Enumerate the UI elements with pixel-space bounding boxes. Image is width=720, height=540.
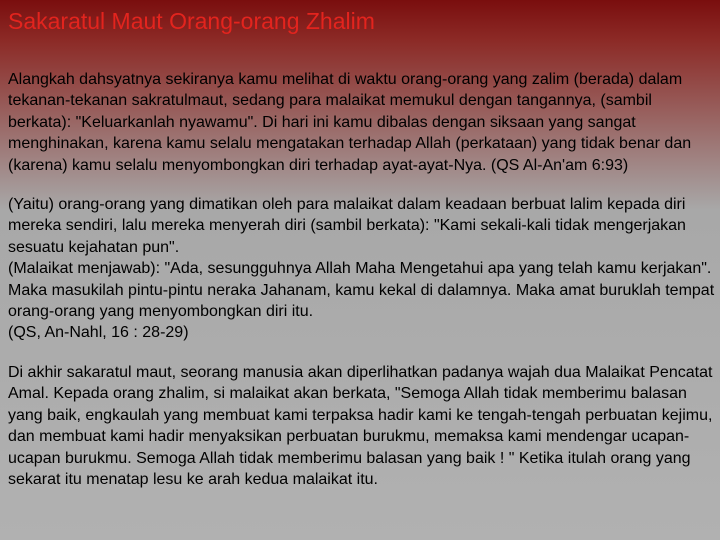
paragraph-al-anam: Alangkah dahsyatnya sekiranya kamu melihat di waktu orang-orang yang zalim (berada) dalam tekanan-tekanan sakratulmaut, sedang para malaikat memukul dengan tangannya, (sambil berkata): "Keluarkanlah nyawamu". Di hari ini kamu dibalas dengan siksaan yang sangat menghinakan, karena kamu selalu mengatakan terhadap Allah (perkataan) yang tidak benar dan (karena) kamu selalu menyombongkan diri terhadap ayat-ayat-Nya. (QS Al-An'am 6:93) xyxy=(8,71,692,174)
slide-body xyxy=(8,69,716,508)
paragraph-malaikat-pencatat: Di akhir sakaratul maut, seorang manusia akan diperlihatkan padanya wajah dua Malaikat Pencatat Amal. Kepada orang zhalim, si malaikat akan berkata, "Semoga Allah tidak memberimu balasan yang baik, engkaulah yang membuat kami terpaksa hadir kami ke tengah-tengah perbuatan kejimu, dan membuat kami hadir menyaksikan perbuatan burukmu, memaksa kami mendengar ucapan-ucapan burukmu. Semoga Allah tidak memberimu balasan yang baik ! " Ketika itulah orang yang sekarat itu menatap lesu ke arah kedua malaikat itu. xyxy=(8,363,713,488)
paragraph-an-nahl: (Yaitu) orang-orang yang dimatikan oleh para malaikat dalam keadaan berbuat lalim kepada diri mereka sendiri, lalu mereka menyerah diri (sambil berkata): "Kami sekali-kali tidak mengerjakan sesuatu kejahatan pun". (Malaikat menjawab): "Ada, sesungguhnya Allah Maha Mengetahui apa yang telah kamu kerjakan". Maka masukilah pintu-pintu neraka Jahanam, kamu kekal di dalamnya. Maka amat buruklah tempat orang-orang yang menyombongkan diri itu. (QS, An-Nahl, 16 : 28-29) xyxy=(8,196,715,342)
slide-title: Sakaratul Maut Orang-orang Zhalim xyxy=(8,8,375,34)
